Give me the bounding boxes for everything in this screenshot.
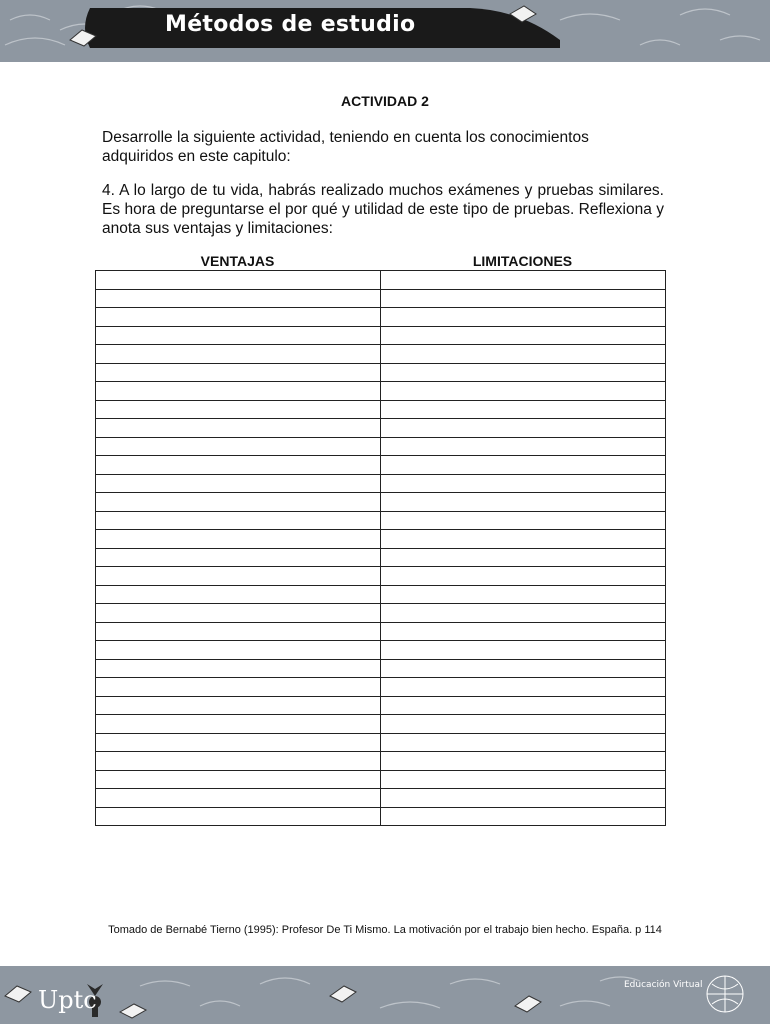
answer-cell-limitaciones[interactable] [381, 789, 666, 808]
answer-cell-limitaciones[interactable] [381, 456, 666, 475]
table-row [96, 271, 666, 290]
answer-cell-ventajas[interactable] [96, 604, 381, 623]
table-row [96, 474, 666, 493]
answer-cell-limitaciones[interactable] [381, 382, 666, 401]
column-header-limitaciones: LIMITACIONES [472, 253, 573, 269]
table-row [96, 326, 666, 345]
source-citation: Tomado de Bernabé Tierno (1995): Profesor De Ti Mismo. La motivación por el trabajo bien hecho. España. p 114 [108, 924, 662, 936]
answer-cell-ventajas[interactable] [96, 789, 381, 808]
table-row [96, 789, 666, 808]
answer-cell-ventajas[interactable] [96, 326, 381, 345]
header-band [0, 0, 770, 62]
answer-cell-ventajas[interactable] [96, 678, 381, 697]
answer-cell-ventajas[interactable] [96, 511, 381, 530]
answer-cell-ventajas[interactable] [96, 437, 381, 456]
table-row [96, 437, 666, 456]
answer-cell-ventajas[interactable] [96, 548, 381, 567]
table-row [96, 678, 666, 697]
answer-cell-ventajas[interactable] [96, 382, 381, 401]
table-row [96, 493, 666, 512]
table-row [96, 752, 666, 771]
column-header-ventajas: VENTAJAS [200, 253, 275, 269]
answer-cell-ventajas[interactable] [96, 696, 381, 715]
answer-cell-limitaciones[interactable] [381, 511, 666, 530]
table-row [96, 363, 666, 382]
answer-cell-ventajas[interactable] [96, 641, 381, 660]
table-row [96, 400, 666, 419]
table-row [96, 604, 666, 623]
answer-cell-ventajas[interactable] [96, 733, 381, 752]
table-row [96, 807, 666, 826]
table-row [96, 715, 666, 734]
answer-cell-limitaciones[interactable] [381, 271, 666, 290]
table-row [96, 419, 666, 438]
answer-cell-limitaciones[interactable] [381, 659, 666, 678]
header-title: Métodos de estudio [165, 12, 416, 37]
answer-cell-ventajas[interactable] [96, 770, 381, 789]
answer-cell-limitaciones[interactable] [381, 696, 666, 715]
answer-cell-ventajas[interactable] [96, 622, 381, 641]
answer-cell-ventajas[interactable] [96, 807, 381, 826]
answer-cell-limitaciones[interactable] [381, 326, 666, 345]
answer-cell-limitaciones[interactable] [381, 622, 666, 641]
answer-cell-limitaciones[interactable] [381, 733, 666, 752]
table-row [96, 733, 666, 752]
footer-decoration [0, 966, 770, 1024]
table-row [96, 382, 666, 401]
table-row [96, 456, 666, 475]
answer-cell-limitaciones[interactable] [381, 770, 666, 789]
answer-cell-ventajas[interactable] [96, 456, 381, 475]
table-row [96, 567, 666, 586]
table-row [96, 659, 666, 678]
answer-cell-limitaciones[interactable] [381, 289, 666, 308]
answer-cell-limitaciones[interactable] [381, 752, 666, 771]
table-row [96, 548, 666, 567]
table-row [96, 696, 666, 715]
table-row [96, 641, 666, 660]
answer-cell-limitaciones[interactable] [381, 308, 666, 327]
answer-cell-ventajas[interactable] [96, 752, 381, 771]
answer-cell-ventajas[interactable] [96, 289, 381, 308]
answer-cell-ventajas[interactable] [96, 400, 381, 419]
educacion-virtual-logo: Educación Virtual [624, 980, 703, 990]
answer-cell-limitaciones[interactable] [381, 363, 666, 382]
answer-cell-ventajas[interactable] [96, 567, 381, 586]
answer-cell-limitaciones[interactable] [381, 807, 666, 826]
answer-cell-ventajas[interactable] [96, 715, 381, 734]
answer-cell-ventajas[interactable] [96, 271, 381, 290]
table-row [96, 511, 666, 530]
answer-cell-limitaciones[interactable] [381, 548, 666, 567]
answer-cell-limitaciones[interactable] [381, 474, 666, 493]
answer-cell-limitaciones[interactable] [381, 678, 666, 697]
answer-cell-limitaciones[interactable] [381, 641, 666, 660]
answer-cell-limitaciones[interactable] [381, 345, 666, 364]
table-row [96, 770, 666, 789]
answer-cell-limitaciones[interactable] [381, 530, 666, 549]
answer-cell-limitaciones[interactable] [381, 585, 666, 604]
answer-cell-ventajas[interactable] [96, 419, 381, 438]
answer-table [95, 270, 666, 826]
answer-cell-ventajas[interactable] [96, 493, 381, 512]
answer-cell-ventajas[interactable] [96, 345, 381, 364]
table-row [96, 308, 666, 327]
table-row [96, 289, 666, 308]
footer-band [0, 966, 770, 1024]
answer-cell-ventajas[interactable] [96, 585, 381, 604]
answer-cell-ventajas[interactable] [96, 363, 381, 382]
answer-cell-limitaciones[interactable] [381, 567, 666, 586]
answer-cell-ventajas[interactable] [96, 308, 381, 327]
table-row [96, 585, 666, 604]
activity-question: 4. A lo largo de tu vida, habrás realizado muchos exámenes y pruebas similares. Es hora de preguntarse el por qué y utilidad de este tipo de pruebas. Reflexiona y anota sus ventajas y limitaciones: [102, 182, 664, 237]
activity-title: ACTIVIDAD 2 [341, 93, 429, 109]
answer-cell-limitaciones[interactable] [381, 604, 666, 623]
answer-cell-limitaciones[interactable] [381, 437, 666, 456]
globe-logo-icon [707, 976, 743, 1012]
table-row [96, 345, 666, 364]
activity-intro: Desarrolle la siguiente actividad, teniendo en cuenta los conocimientos adquiridos en este capitulo: [102, 129, 589, 165]
table-row [96, 530, 666, 549]
answer-cell-ventajas[interactable] [96, 659, 381, 678]
answer-cell-limitaciones[interactable] [381, 715, 666, 734]
answer-cell-limitaciones[interactable] [381, 419, 666, 438]
answer-cell-ventajas[interactable] [96, 474, 381, 493]
uptc-logo: Uptc [38, 986, 97, 1014]
table-row [96, 622, 666, 641]
answer-cell-limitaciones[interactable] [381, 400, 666, 419]
answer-cell-ventajas[interactable] [96, 530, 381, 549]
answer-cell-limitaciones[interactable] [381, 493, 666, 512]
